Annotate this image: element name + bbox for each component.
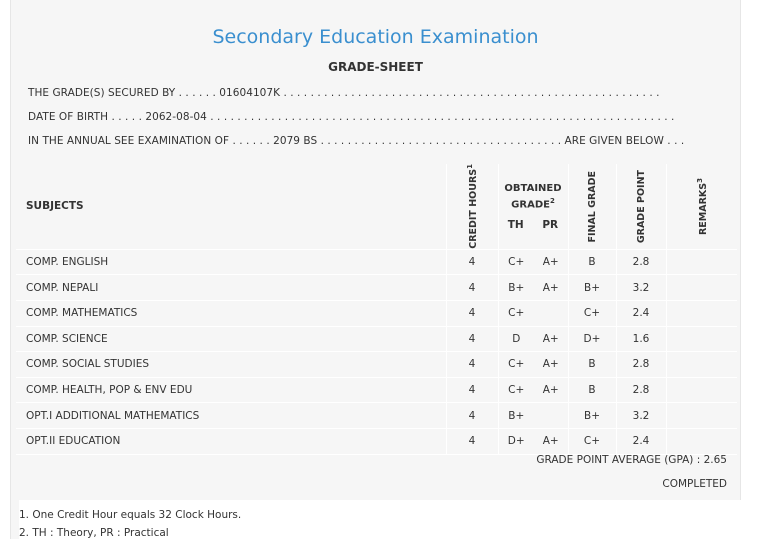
th-grade-cell: B+ [498,275,534,301]
th-grade-cell: C+ [498,377,534,403]
remarks-cell [666,275,737,301]
grade-point-cell: 3.2 [616,403,666,429]
table-row [16,352,737,378]
subject-cell: COMP. SOCIAL STUDIES [16,352,446,378]
grade-point-cell: 2.8 [616,377,666,403]
pr-grade-cell: A+ [534,326,568,352]
subject-cell: COMP. SCIENCE [16,326,446,352]
header-pr: PR [542,219,559,232]
th-grade-cell: D [498,326,534,352]
grade-sheet [10,0,741,539]
pr-grade-cell: A+ [534,377,568,403]
grade-point-cell: 1.6 [616,326,666,352]
pr-grade-cell: A+ [534,352,568,378]
table-row [16,377,737,403]
final-grade-cell: B+ [568,275,616,301]
th-grade-cell: C+ [498,300,534,326]
grade-table [16,164,737,455]
gpa-label: GRADE POINT AVERAGE (GPA) : [536,454,701,466]
remarks-cell [666,326,737,352]
credit-cell: 4 [446,428,498,454]
table-row [16,300,737,326]
header-credit-hours: CREDIT HOURS$^1$ [446,164,498,249]
page-subtitle: GRADE-SHEET [328,60,423,74]
credit-cell: 4 [446,249,498,275]
footnotes [19,500,742,539]
final-grade-cell: B [568,352,616,378]
symbol-number: 01604107K [219,87,281,99]
table-row [16,326,737,352]
remarks-cell [666,403,737,429]
grade-point-cell: 3.2 [616,275,666,301]
footnote-item: 2. TH : Theory, PR : Practical [19,527,169,539]
subject-cell: COMP. NEPALI [16,275,446,301]
page-title: Secondary Education Examination [212,26,539,48]
subject-cell: COMP. MATHEMATICS [16,300,446,326]
footnote-item: 1. One Credit Hour equals 32 Clock Hours. [19,509,242,521]
header-th: TH [507,219,524,232]
result-status: COMPLETED [662,478,727,490]
table-row [16,249,737,275]
info-exam: IN THE ANNUAL SEE EXAMINATION OF . . . . . . 2079 BS . . . . . . . . . . . . . . . . . . . . . . . . . . . . . . . . . . . . ARE GIVEN BELOW . . . [28,135,685,147]
secured-by-label: THE GRADE(S) SECURED BY [28,87,176,99]
pr-grade-cell [534,300,568,326]
credit-cell: 4 [446,403,498,429]
final-grade-cell: B [568,377,616,403]
table-row [16,403,737,429]
subject-cell: OPT.II EDUCATION [16,428,446,454]
final-grade-cell: D+ [568,326,616,352]
header-grade-point: GRADE POINT [616,164,666,249]
credit-cell: 4 [446,326,498,352]
grade-point-cell: 2.8 [616,249,666,275]
pr-grade-cell: A+ [534,249,568,275]
subject-cell: OPT.I ADDITIONAL MATHEMATICS [16,403,446,429]
header-subjects: SUBJECTS [16,164,446,249]
exam-year: 2079 BS [273,135,318,147]
table-header-row [16,164,737,249]
remarks-cell [666,249,737,275]
table-row [16,275,737,301]
th-grade-cell: C+ [498,352,534,378]
th-grade-cell: C+ [498,249,534,275]
header-final-grade: FINAL GRADE [568,164,616,249]
th-grade-cell: B+ [498,403,534,429]
subject-cell: COMP. HEALTH, POP & ENV EDU [16,377,446,403]
gpa-summary [536,454,727,466]
final-grade-cell: C+ [568,300,616,326]
dob-label: DATE OF BIRTH [28,111,109,123]
info-date-of-birth: DATE OF BIRTH . . . . . 2062-08-04 . . . . . . . . . . . . . . . . . . . . . . . . . . . . . . . . . . . . . . . . . . . . . . . . . . . . . . . . . . . . . . . . . . . . . [28,111,675,123]
credit-cell: 4 [446,377,498,403]
header-remarks: REMARKS$^3$ [666,164,737,249]
th-grade-cell: D+ [498,428,534,454]
grade-point-cell: 2.4 [616,428,666,454]
remarks-cell [666,300,737,326]
remarks-cell [666,352,737,378]
final-grade-cell: B+ [568,403,616,429]
credit-cell: 4 [446,275,498,301]
exam-label: IN THE ANNUAL SEE EXAMINATION OF [28,135,230,147]
pr-grade-cell: A+ [534,275,568,301]
grade-point-cell: 2.8 [616,352,666,378]
info-secured-by: THE GRADE(S) SECURED BY . . . . . . 01604107K . . . . . . . . . . . . . . . . . . . . . . . . . . . . . . . . . . . . . . . . . . . . . . . . . . . . . . . . [28,87,660,99]
pr-grade-cell [534,403,568,429]
gpa-value: 2.65 [703,454,727,466]
final-grade-cell: B [568,249,616,275]
exam-suffix: ARE GIVEN BELOW . . . [564,135,685,147]
subject-cell: COMP. ENGLISH [16,249,446,275]
remarks-cell [666,377,737,403]
table-row [16,428,737,454]
final-grade-cell: C+ [568,428,616,454]
dob-value: 2062-08-04 [145,111,207,123]
pr-grade-cell: A+ [534,428,568,454]
grade-point-cell: 2.4 [616,300,666,326]
remarks-cell [666,428,737,454]
credit-cell: 4 [446,300,498,326]
header-obtained-grade: OBTAINED GRADE$^2$ TH PR [498,164,568,249]
credit-cell: 4 [446,352,498,378]
